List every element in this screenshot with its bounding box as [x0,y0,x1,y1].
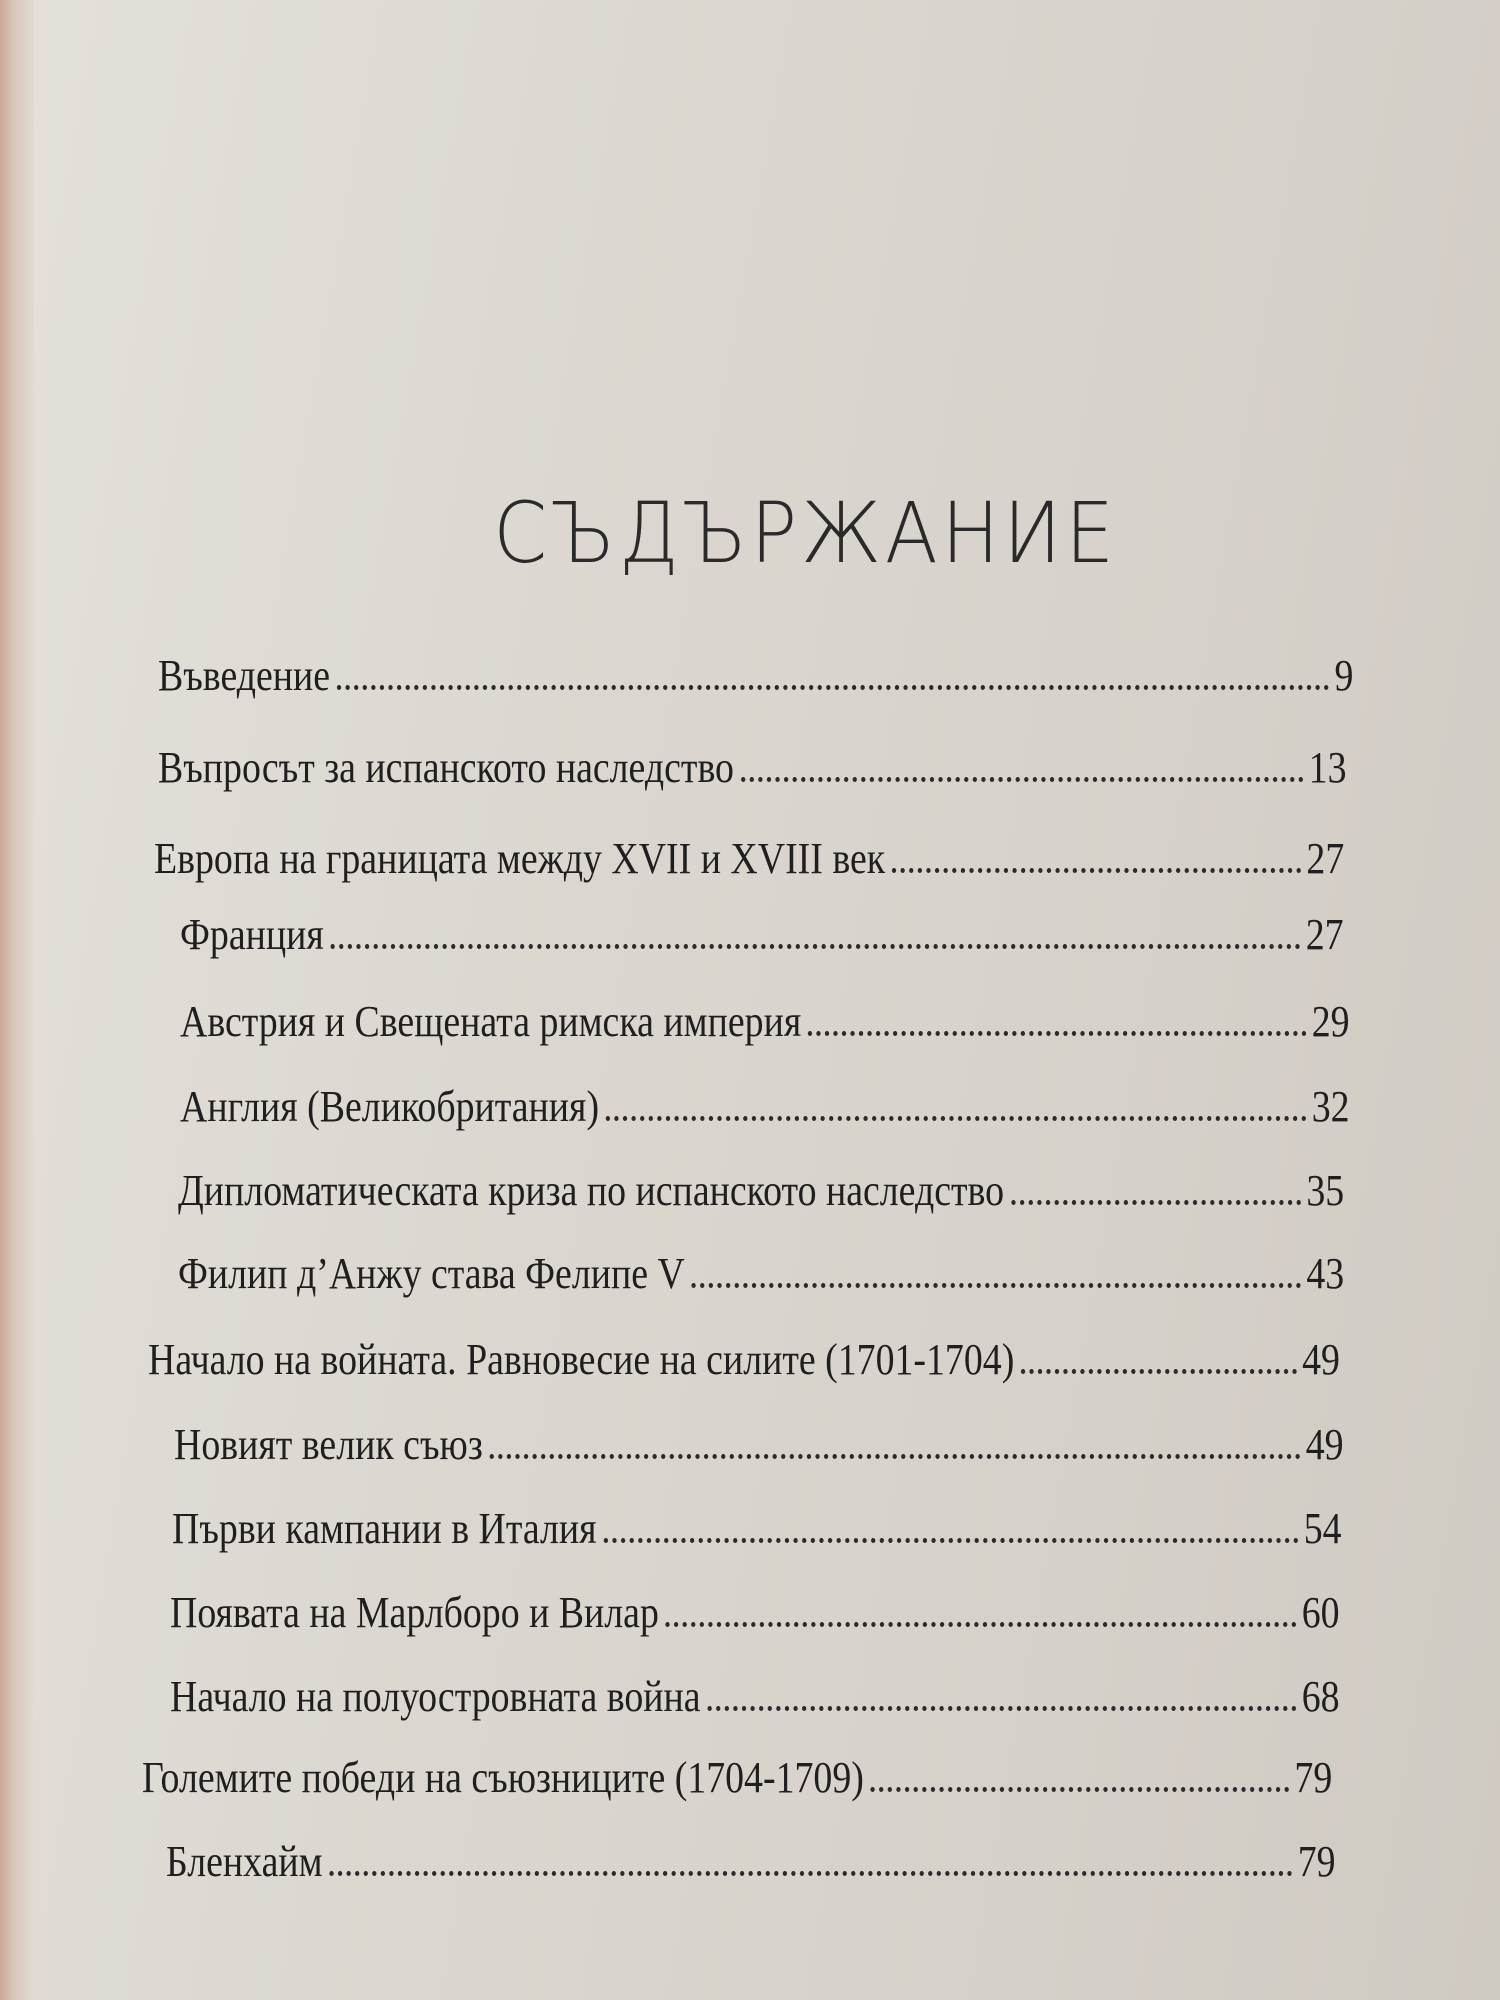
toc-entry [158,742,1347,802]
toc-entry-title: Дипломатическата криза по испанското наследство [178,1166,1005,1215]
toc-leader [1021,1369,1297,1374]
toc-leader [337,685,1329,690]
toc-entry-title: Въпросът за испанското наследство [158,743,734,792]
toc-entry-page: 43 [1306,1249,1345,1298]
toc-entry [172,1503,1342,1563]
toc-entry-title: Големите победи на съюзниците (1704-1709) [142,1753,864,1802]
toc-entry-page: 79 [1294,1753,1333,1802]
toc-leader [666,1622,1297,1627]
toc-entry-page: 27 [1305,910,1344,959]
toc-entry-page: 49 [1305,1420,1344,1469]
toc-entry [180,909,1344,969]
toc-entry [174,1419,1344,1479]
toc-entry-page: 79 [1297,1837,1336,1886]
toc-entry-page: 29 [1311,997,1350,1046]
toc-leader [808,1031,1306,1036]
toc-entry [142,1752,1332,1812]
toc-entry-title: Първи кампании в Италия [172,1504,597,1553]
toc-leader [331,944,1301,949]
toc-leader [329,1871,1292,1876]
toc-leader [692,1283,1301,1288]
toc-entry [178,1248,1344,1308]
toc-entry-title: Появата на Марлборо и Вилар [170,1588,659,1637]
toc-entry-page: 60 [1301,1588,1340,1637]
toc-entry [154,833,1344,893]
toc-entry-title: Европа на границата между XVII и XVIII век [154,834,886,883]
toc-entry-page: 68 [1301,1672,1340,1721]
toc-entry-title: Новият велик съюз [174,1420,483,1469]
toc-leader [603,1538,1298,1543]
toc-leader [892,868,1301,873]
toc-entry-page: 9 [1334,651,1354,700]
toc-entry-page: 35 [1306,1166,1345,1215]
toc-entry-page: 27 [1306,834,1345,883]
toc-entry-title: Филип д’Анжу става Фелипе V [178,1249,685,1298]
toc-entry-page: 13 [1308,743,1347,792]
page-title: СЪДЪРЖАНИЕ [493,484,1118,582]
toc-entry [158,650,1353,710]
toc-entry-page: 54 [1303,1504,1342,1553]
toc-leader [871,1787,1289,1792]
toc-entry-title: Начало на полуостровната война [170,1672,701,1721]
toc-leader [490,1454,1301,1459]
toc-entry [170,1587,1340,1647]
toc-entry [148,1334,1340,1394]
toc-leader [606,1116,1307,1121]
toc-entry [180,1081,1350,1141]
toc-leader [1011,1200,1301,1205]
toc-entry-title: Австрия и Свещената римска империя [180,997,802,1046]
toc-entry-title: Франция [180,910,324,959]
toc-entry [178,1165,1344,1225]
toc-leader [741,777,1304,782]
toc-entry [166,1836,1336,1896]
toc-entry-title: Бленхайм [166,1837,323,1886]
toc-entry [180,996,1350,1056]
toc-leader [707,1706,1296,1711]
toc-entry [170,1671,1340,1731]
toc-entry-page: 32 [1311,1082,1350,1131]
toc-entry-title: Въведение [158,651,331,700]
toc-entry-page: 49 [1302,1335,1340,1384]
toc-entry-title: Начало на войната. Равновесие на силите (1701-1704) [148,1335,1015,1384]
toc-entry-title: Англия (Великобритания) [180,1082,600,1131]
